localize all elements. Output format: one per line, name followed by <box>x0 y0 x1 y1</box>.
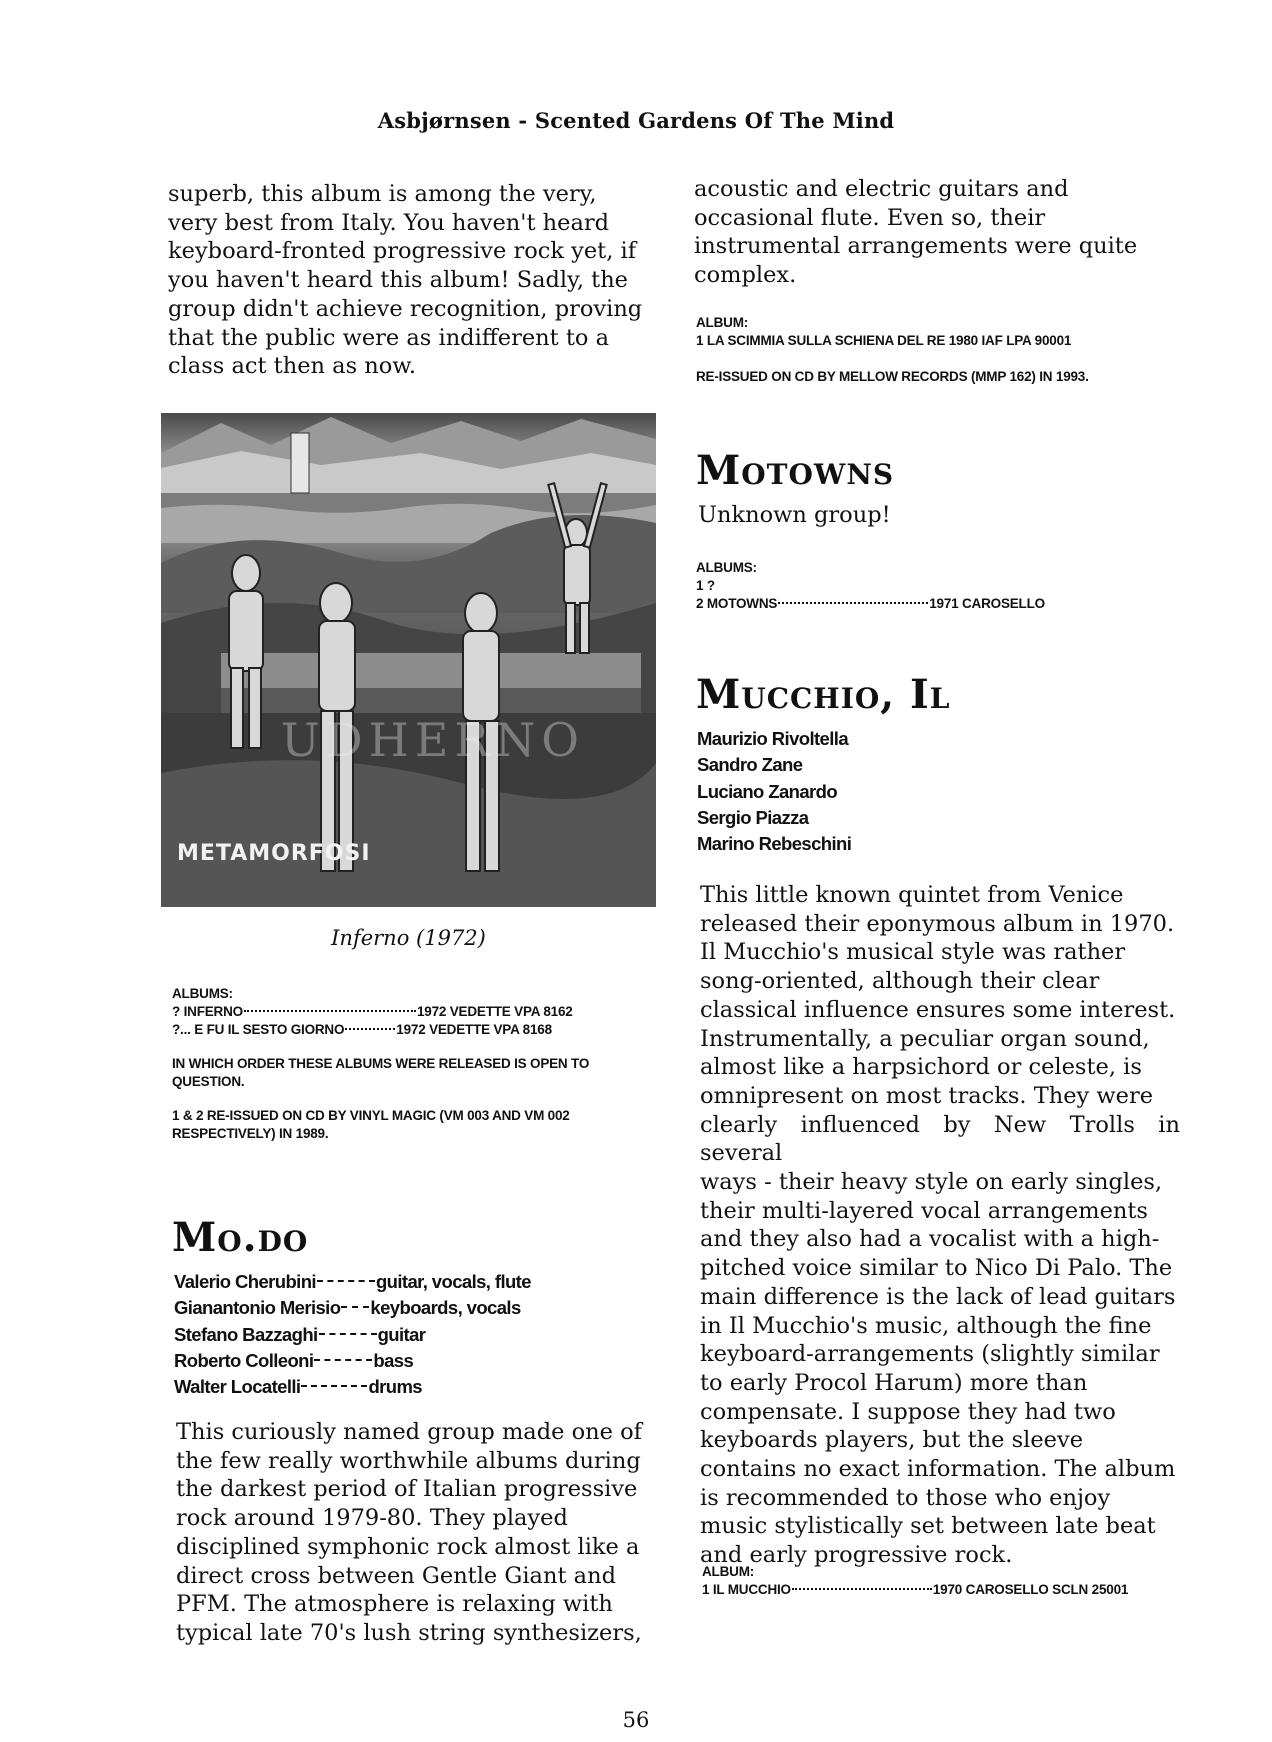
reissue-note <box>172 1107 662 1143</box>
paragraph-line: complex. <box>694 262 797 289</box>
reissue-note: RE-ISSUED ON CD BY MELLOW RECORDS (MMP 162) IN 1993. <box>696 369 1089 384</box>
modo-continued-paragraph <box>694 175 1180 290</box>
discography-entry <box>172 1003 662 1021</box>
leader-dots <box>792 1588 932 1590</box>
album-entry: 1 LA SCIMMIA SULLA SCHIENA DEL RE 1980 IAF LPA 90001 <box>696 333 1072 348</box>
paragraph-line: keyboard-arrangements (slightly similar <box>700 1341 1160 1368</box>
paragraph-line: main difference is the lack of lead guitars <box>700 1283 1176 1310</box>
paragraph-line: music stylistically set between late beat <box>700 1513 1156 1540</box>
paragraph-line: and early progressive rock. <box>700 1542 1013 1569</box>
note-line: RESPECTIVELY) IN 1989. <box>172 1126 329 1141</box>
member-name: Walter Locatelli <box>174 1376 301 1398</box>
album-cover-art <box>161 413 656 907</box>
album-details: 1972 VEDETTE VPA 8168 <box>396 1022 552 1037</box>
band-name-mucchio: Mucchio, Il <box>696 671 951 718</box>
mucchio-paragraph <box>700 881 1180 1570</box>
member-role: guitar, vocals, flute <box>375 1271 531 1292</box>
member-name: Marino Rebeschini <box>697 833 852 855</box>
paragraph-line: their multi-layered vocal arrangements <box>700 1197 1148 1224</box>
member-role: guitar <box>377 1323 426 1345</box>
member-name: Gianantonio Merisio <box>174 1297 341 1319</box>
intro-line: superb, this album is among the very, <box>168 181 597 207</box>
paragraph-line: instrumental arrangements were quite <box>694 233 1138 260</box>
album-title: 1 IL MUCCHIO <box>702 1582 791 1597</box>
paragraph-line: in Il Mucchio's music, although the fine <box>700 1312 1152 1339</box>
page-number: 56 <box>622 1708 650 1732</box>
intro-paragraph <box>168 180 656 381</box>
paragraph-line: omnipresent on most tracks. They were <box>700 1082 1154 1109</box>
cover-caption: Inferno (1972) <box>331 926 486 950</box>
intro-line: very best from Italy. You haven't heard <box>168 209 610 236</box>
member-row <box>174 1322 531 1348</box>
metamorfosi-discography <box>172 985 662 1143</box>
member-role: drums <box>368 1376 422 1398</box>
member-name: Sergio Piazza <box>697 806 809 828</box>
paragraph-line: acoustic and electric guitars and <box>694 176 1069 202</box>
intro-line: that the public were as indifferent to a <box>168 324 609 351</box>
album-title: ?... E FU IL SESTO GIORNO <box>172 1022 345 1037</box>
album-label: ALBUM: <box>702 1564 755 1579</box>
paragraph-line: clearly influenced by New Trolls in several <box>700 1111 1180 1167</box>
album-details: 1972 VEDETTE VPA 8162 <box>416 1004 573 1019</box>
leader-dots <box>778 602 928 604</box>
intro-line: class act then as now. <box>168 353 417 380</box>
release-order-note <box>172 1055 662 1091</box>
paragraph-line: contains no exact information. The album <box>700 1456 1176 1483</box>
paragraph-line: the few really worthwhile albums during <box>176 1447 641 1474</box>
member-name: Stefano Bazzaghi <box>174 1323 318 1345</box>
leader-dots <box>345 1028 395 1030</box>
album-label: ALBUM: <box>696 315 749 330</box>
leader-dashes <box>301 1385 367 1387</box>
leader-dashes <box>314 1359 372 1361</box>
member-name: Valerio Cherubini <box>174 1271 316 1292</box>
album-entry: 1 ? <box>696 578 715 593</box>
paragraph-line: and they also had a vocalist with a high- <box>700 1226 1160 1253</box>
album-details: 1971 CAROSELLO <box>929 596 1045 611</box>
leader-dashes <box>319 1333 377 1335</box>
leader-dashes <box>317 1280 375 1282</box>
paragraph-line: almost like a harpsichord or celeste, is <box>700 1054 1142 1081</box>
member-role: keyboards, vocals <box>370 1297 521 1319</box>
paragraph-line: typical late 70's lush string synthesizers, <box>176 1619 642 1646</box>
running-header: Asbjørnsen - Scented Gardens Of The Mind <box>377 108 895 133</box>
paragraph-line: rock around 1979-80. They played <box>176 1505 568 1532</box>
album-title: ? INFERNO <box>172 1004 243 1019</box>
discography-entry <box>696 595 1186 613</box>
member-row <box>174 1374 531 1400</box>
cover-logo: METAMORFOSI <box>177 841 371 866</box>
modo-lineup <box>174 1269 531 1400</box>
note-line: 1 & 2 RE-ISSUED ON CD BY VINYL MAGIC (VM 003 AND VM 002 <box>172 1108 570 1123</box>
leader-dashes <box>341 1306 369 1308</box>
paragraph-line: direct cross between Gentle Giant and <box>176 1562 616 1589</box>
albums-label: ALBUMS: <box>172 986 233 1001</box>
mucchio-discography <box>702 1563 1192 1599</box>
band-name-motowns: Motowns <box>696 447 895 494</box>
discography-entry <box>172 1021 662 1039</box>
album-title: 2 MOTOWNS <box>696 596 778 611</box>
member-row <box>174 1269 531 1295</box>
paragraph-line: pitched voice similar to Nico Di Palo. The <box>700 1255 1173 1282</box>
paragraph-line: occasional flute. Even so, their <box>694 204 1046 231</box>
paragraph-line: Instrumentally, a peculiar organ sound, <box>700 1025 1150 1052</box>
modo-discography <box>696 314 1186 386</box>
mucchio-lineup <box>697 726 851 857</box>
paragraph-line: released their eponymous album in 1970. <box>700 910 1175 937</box>
note-line: QUESTION. <box>172 1074 245 1089</box>
paragraph-line: classical influence ensures some interest. <box>700 996 1176 1023</box>
paragraph-line: Il Mucchio's musical style was rather <box>700 939 1126 966</box>
band-name-modo: Mo.do <box>172 1214 309 1261</box>
intro-line: keyboard-fronted progressive rock yet, if <box>168 238 637 265</box>
albums-label: ALBUMS: <box>696 560 757 575</box>
leader-dots <box>244 1010 416 1012</box>
intro-line: you haven't heard this album! Sadly, the <box>168 267 628 294</box>
member-name: Maurizio Rivoltella <box>697 728 849 749</box>
paragraph-line: ways - their heavy style on early singles, <box>700 1169 1163 1196</box>
paragraph-line: song-oriented, although their clear <box>700 968 1100 995</box>
paragraph-line: the darkest period of Italian progressive <box>176 1476 638 1503</box>
paragraph-line: compensate. I suppose they had two <box>700 1398 1116 1425</box>
modo-paragraph <box>176 1418 661 1648</box>
paragraph-line: This little known quintet from Venice <box>700 882 1124 908</box>
paragraph-line: PFM. The atmosphere is relaxing with <box>176 1591 613 1618</box>
member-name: Sandro Zane <box>697 754 803 776</box>
note-line: IN WHICH ORDER THESE ALBUMS WERE RELEASED IS OPEN TO <box>172 1056 590 1071</box>
paragraph-line: is recommended to those who enjoy <box>700 1484 1111 1511</box>
paragraph-line: This curiously named group made one of <box>176 1419 642 1445</box>
motowns-discography <box>696 559 1186 613</box>
member-role: bass <box>373 1349 414 1371</box>
discography-entry <box>702 1581 1192 1599</box>
member-name: Roberto Colleoni <box>174 1349 314 1371</box>
cover-watermark: UDHERNO <box>281 713 585 767</box>
album-cover-image <box>161 413 656 907</box>
paragraph-line: keyboards players, but the sleeve <box>700 1427 1084 1454</box>
album-details: 1970 CAROSELLO SCLN 25001 <box>932 1582 1129 1597</box>
member-row <box>174 1348 531 1374</box>
member-row <box>174 1295 531 1321</box>
paragraph-line: disciplined symphonic rock almost like a <box>176 1533 640 1560</box>
paragraph-line: to early Procol Harum) more than <box>700 1369 1088 1396</box>
member-name: Luciano Zanardo <box>697 780 838 802</box>
intro-line: group didn't achieve recognition, proving <box>168 295 643 322</box>
motowns-description: Unknown group! <box>698 502 891 528</box>
